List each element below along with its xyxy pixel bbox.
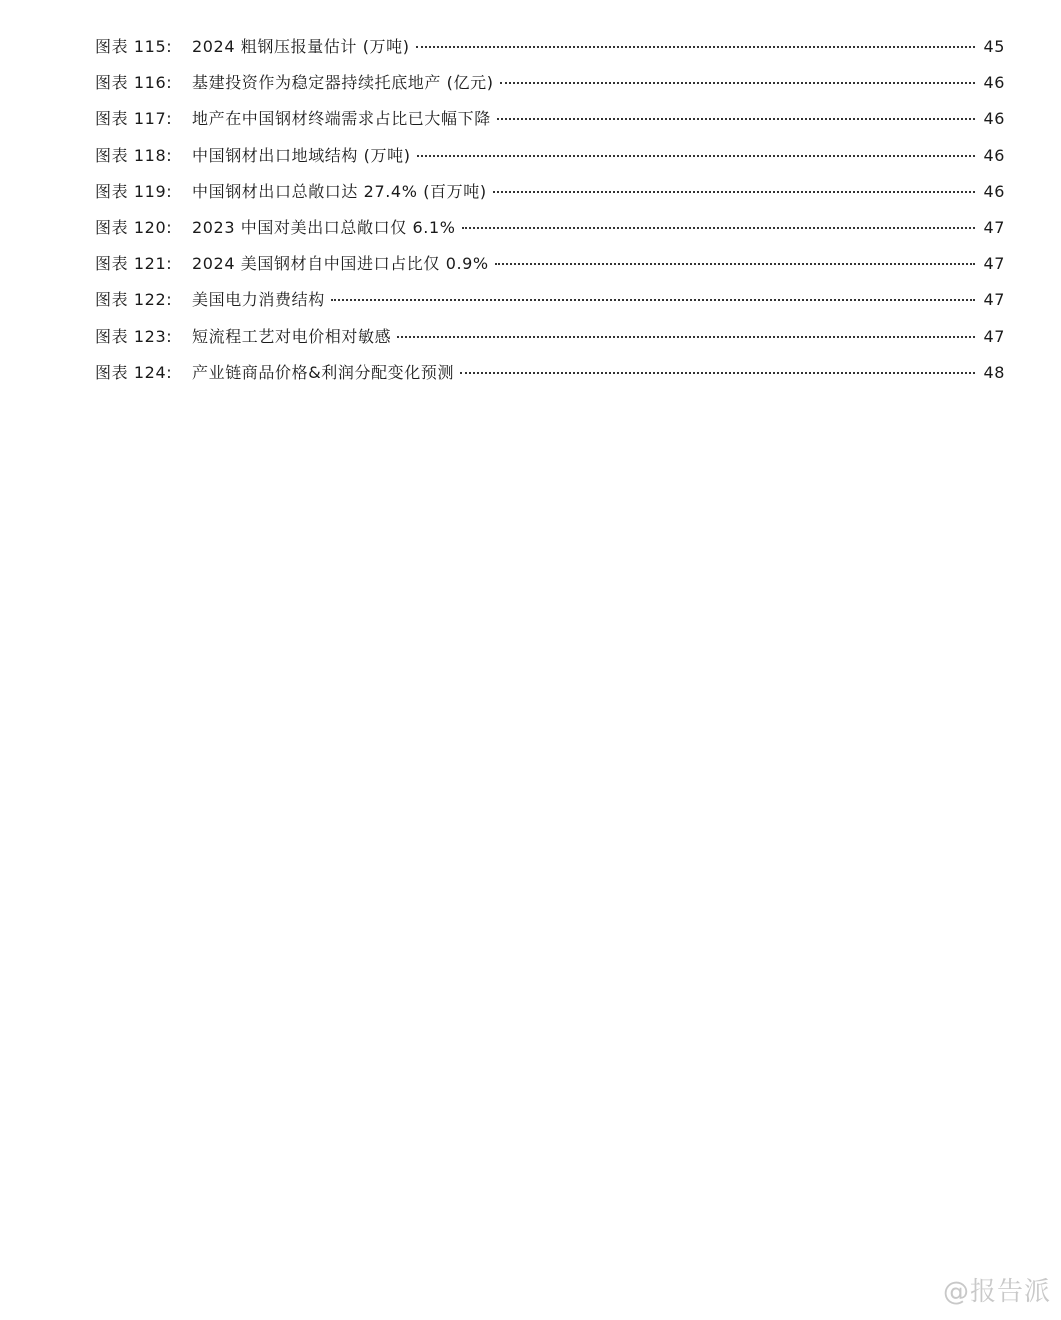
page-number: 46: [983, 145, 1005, 165]
page-number: 46: [983, 181, 1005, 201]
figure-title: 中国钢材出口地域结构 (万吨): [192, 145, 411, 165]
toc-entry[interactable]: [95, 33, 1005, 69]
toc-entry[interactable]: [95, 69, 1005, 105]
dot-leader: [462, 227, 976, 229]
figure-title: 2023 中国对美出口总敞口仅 6.1%: [192, 217, 456, 237]
dot-leader: [397, 336, 975, 338]
page-number: 45: [983, 37, 1005, 56]
dot-leader: [417, 155, 976, 157]
figure-label: 图表 124:: [95, 362, 173, 382]
page-number: 48: [983, 362, 1005, 382]
figure-label: 图表 121:: [95, 254, 173, 274]
dot-leader: [416, 46, 976, 48]
dot-leader: [497, 118, 976, 120]
figure-label: 图表 120:: [95, 217, 173, 237]
page-number: 46: [983, 73, 1005, 93]
figure-label: 图表 115:: [95, 37, 173, 56]
toc-entry[interactable]: [95, 178, 1005, 214]
figure-title: 美国电力消费结构: [192, 290, 325, 310]
dot-leader: [500, 82, 976, 84]
table-of-figures: [95, 33, 1005, 395]
toc-entry[interactable]: [95, 323, 1005, 359]
toc-entry[interactable]: [95, 286, 1005, 322]
toc-entry[interactable]: [95, 359, 1005, 395]
toc-entry[interactable]: [95, 214, 1005, 250]
toc-entry[interactable]: [95, 250, 1005, 286]
figure-title: 2024 美国钢材自中国进口占比仅 0.9%: [192, 254, 489, 274]
figure-label: 图表 119:: [95, 181, 173, 201]
figure-label: 图表 122:: [95, 290, 173, 310]
page-number: 47: [983, 254, 1005, 274]
figure-title: 2024 粗钢压报量估计 (万吨): [192, 37, 410, 56]
page-number: 47: [983, 217, 1005, 237]
dot-leader: [495, 263, 976, 265]
figure-label: 图表 116:: [95, 73, 173, 93]
dot-leader: [460, 372, 975, 374]
toc-entry[interactable]: [95, 142, 1005, 178]
figure-label: 图表 123:: [95, 326, 173, 346]
figure-label: 图表 117:: [95, 109, 173, 129]
figure-title: 产业链商品价格&利润分配变化预测: [192, 362, 455, 382]
dot-leader: [331, 299, 976, 301]
figure-title: 地产在中国钢材终端需求占比已大幅下降: [192, 109, 491, 129]
page-number: 47: [983, 290, 1005, 310]
toc-entry[interactable]: [95, 105, 1005, 141]
figure-title: 中国钢材出口总敞口达 27.4% (百万吨): [192, 181, 487, 201]
page-number: 46: [983, 109, 1005, 129]
page-number: 47: [983, 326, 1005, 346]
figure-title: 基建投资作为稳定器持续托底地产 (亿元): [192, 73, 494, 93]
figure-title: 短流程工艺对电价相对敏感: [192, 326, 392, 346]
watermark: @报告派: [942, 1277, 1051, 1307]
figure-label: 图表 118:: [95, 145, 173, 165]
dot-leader: [493, 191, 976, 193]
